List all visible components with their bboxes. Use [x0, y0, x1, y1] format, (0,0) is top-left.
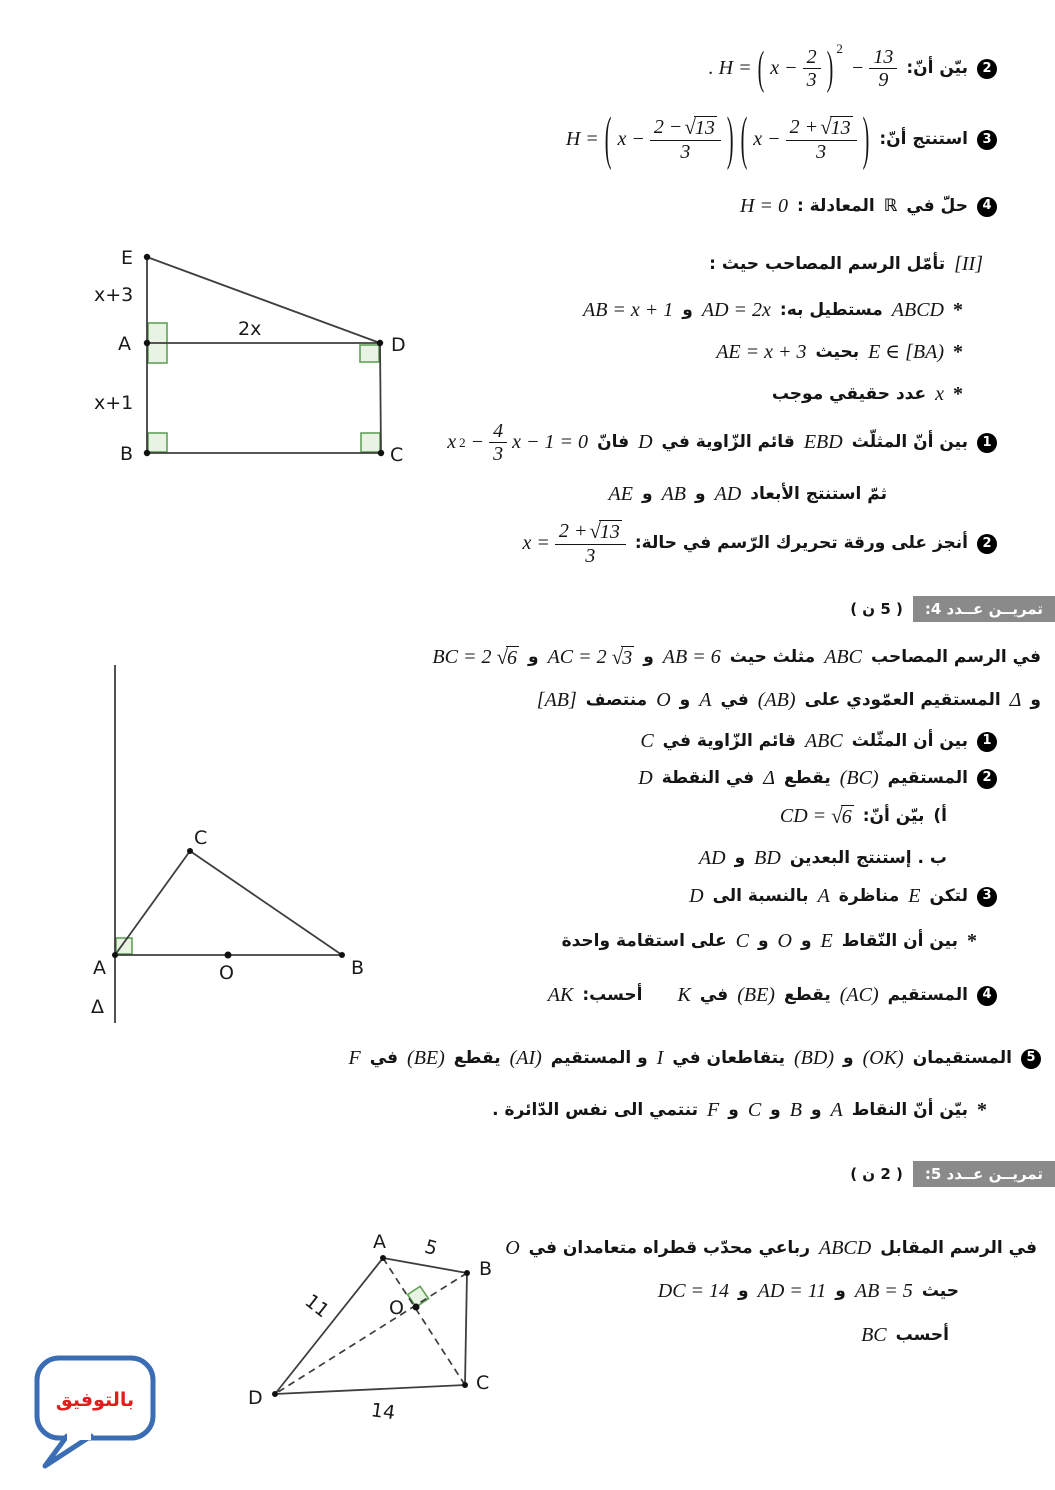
math-run: − 1 = 0 [526, 431, 589, 454]
text-run: يقطع [783, 767, 831, 788]
text-run: و [800, 930, 812, 951]
text-run: رباعي محدّب قطراه متعامدان في [528, 1237, 810, 1258]
formula-quadratic [447, 420, 588, 466]
math-run: CD = [779, 805, 827, 827]
right-angle-marker-c [361, 433, 380, 452]
math-run: x [447, 431, 457, 454]
math-run: = [738, 57, 752, 80]
text-run: أحسب [895, 1324, 949, 1345]
text-run: في النقطة [661, 767, 755, 788]
formula-cd [780, 804, 854, 829]
text-run: و [843, 1047, 854, 1068]
text-run: تنتمي الى نفس الدّائرة . [492, 1099, 699, 1120]
edge-bc [465, 1273, 467, 1385]
numbered-bullet: 2 [977, 59, 997, 79]
point-o [413, 1304, 420, 1311]
ex5-line-1 [505, 1236, 1037, 1261]
math-run: EBD [803, 431, 843, 454]
denominator: 3 [816, 141, 827, 163]
math-run: D [638, 767, 653, 789]
diagonal-bd [275, 1273, 467, 1394]
sqrt [612, 646, 635, 670]
math-run: − [784, 57, 798, 80]
exercise-5-header [850, 1161, 1055, 1187]
edge-ed [147, 257, 380, 343]
math-run: (BD) [794, 1047, 834, 1069]
text-run: و [738, 1280, 749, 1301]
right-paren: ) [826, 43, 834, 95]
math-run: x [512, 431, 522, 454]
math-run: 2 + [789, 116, 819, 138]
section-2-bullet-3 [772, 382, 963, 407]
text-run: و [679, 689, 691, 710]
point-b [144, 450, 150, 456]
point-d [377, 340, 383, 346]
math-run: (BC) [839, 767, 879, 789]
figure-triangle-abc [75, 655, 385, 1034]
text-run: في [699, 984, 729, 1005]
text-run: في الرسم المقابل [880, 1237, 1037, 1258]
text-run: المستقيم [887, 984, 968, 1005]
numbered-bullet: 2 [977, 534, 997, 554]
bubble-tail-joint [67, 1431, 91, 1440]
math-run: AD = 2x [701, 299, 771, 321]
math-run: C [735, 930, 749, 952]
text-run: في [720, 689, 749, 710]
math-run: x [935, 383, 944, 405]
text-run: ثمّ استنتج الأبعاد [750, 483, 887, 504]
text-run: عدد حقيقي موجب [771, 383, 927, 404]
numerator [786, 116, 857, 141]
math-run: AD [714, 483, 742, 505]
vertex-label-b: B [351, 957, 365, 979]
math-run: K [677, 984, 691, 1006]
math-run: AB [661, 483, 686, 505]
math-run [548, 645, 635, 670]
point-b [339, 952, 345, 958]
ex5-line-3 [861, 1323, 949, 1348]
text-run: أحسب: [582, 984, 643, 1005]
math-run: x [770, 57, 780, 80]
text-run: بين أنّ المثلّث [851, 432, 968, 453]
vertex-label-e: E [121, 247, 134, 269]
section-marker: [II] [954, 253, 983, 275]
point-b [464, 1270, 470, 1276]
bubble-tail [45, 1436, 91, 1466]
left-paren: ( [740, 107, 748, 173]
text-run: مثلث حيث [729, 646, 816, 667]
point-label-o: O [389, 1297, 404, 1319]
numerator [650, 116, 721, 141]
exercise-4-title-badge: تمريــن عــدد 4: [913, 596, 1055, 622]
radicand: 13 [694, 117, 715, 139]
denominator: 3 [493, 443, 504, 466]
point-e [144, 254, 150, 260]
vertex-label-a: A [118, 333, 131, 355]
numerator: 2 [803, 46, 821, 69]
segment-label-14: 14 [369, 1399, 397, 1425]
vertex-label-d: D [391, 334, 406, 356]
text-run: بيّن أنّ النقاط [851, 1099, 968, 1120]
figure-rectangle-abcd [88, 233, 438, 482]
text-run: منتصف [585, 689, 648, 710]
ex4-line-2 [537, 688, 1041, 713]
section-2-question-2 [496, 520, 997, 567]
point-a [144, 340, 150, 346]
math-run: (OK) [862, 1047, 904, 1069]
text-run: و [528, 646, 539, 667]
fraction [803, 46, 821, 92]
point-a [380, 1255, 386, 1261]
exercise-4-points: ( 5 ن ) [850, 600, 903, 618]
math-run [432, 645, 519, 670]
text-run: في الرسم المصاحب [871, 646, 1041, 667]
math-run: − [767, 128, 781, 151]
vertex-label-a: A [373, 1231, 386, 1253]
asterisk: * [953, 383, 963, 405]
fraction [869, 46, 897, 92]
point-c [462, 1382, 468, 1388]
asterisk: * [967, 930, 977, 952]
math-run: x [522, 532, 532, 555]
radical-sign: √ [831, 803, 843, 828]
radical-sign: √ [820, 115, 832, 139]
text-run: و [810, 1099, 822, 1120]
math-run: (BE) [737, 984, 775, 1006]
asterisk: * [953, 299, 963, 321]
vertex-label-c: C [194, 827, 208, 849]
sqrt [820, 116, 853, 140]
text-run: ب . إستنتج البعدين [789, 847, 947, 868]
ex4-question-4 [522, 983, 997, 1008]
text-run: بحيث [815, 341, 860, 362]
math-run: A [817, 885, 830, 907]
text-run: يقطع [783, 984, 831, 1005]
segment-label-11: 11 [300, 1289, 334, 1323]
good-luck-bubble [25, 1348, 165, 1477]
math-run: A [830, 1099, 843, 1121]
right-angle-marker-o [408, 1286, 429, 1307]
numbered-bullet: 3 [977, 130, 997, 150]
numbered-bullet: 5 [1021, 1049, 1041, 1069]
text-run: حلّ في [906, 195, 968, 216]
right-paren: ) [862, 107, 870, 173]
math-run: E ∈ [BA) [868, 341, 944, 363]
math-run: ABC [824, 646, 862, 668]
ex5-line-2 [658, 1279, 959, 1304]
math-run: (AC) [839, 984, 879, 1006]
math-run: BC [861, 1324, 887, 1346]
text-run: و [770, 1099, 781, 1120]
asterisk: * [953, 341, 963, 363]
diagonal-ac [383, 1258, 465, 1385]
text-run: قائم الزّاوية في [662, 730, 796, 751]
numbered-bullet: 2 [977, 769, 997, 789]
point-a [112, 952, 118, 958]
text-run: بالنسبة الى [712, 885, 809, 906]
section-2-bullet-1 [583, 298, 963, 323]
math-run: = [585, 128, 599, 151]
text-run: و [835, 1280, 846, 1301]
radical-sign: √ [684, 115, 696, 139]
math-run: (AB) [757, 689, 796, 711]
math-run: x [753, 128, 763, 151]
text-run: حيث [921, 1280, 959, 1301]
math-run: AK [547, 984, 574, 1006]
exercise-4-header [850, 596, 1055, 622]
text-run: بين أن النّقاط [841, 930, 958, 951]
exercise-5-points: ( 2 ن ) [850, 1165, 903, 1183]
text-run: المستقيم [887, 767, 968, 788]
radicand: 3 [622, 646, 633, 669]
math-run: AD = 11 [757, 1280, 827, 1302]
segment-label-5: 5 [422, 1235, 440, 1261]
math-run: O [505, 1237, 520, 1259]
text-run: فانّ [597, 432, 630, 453]
text-run: و [695, 483, 706, 504]
ex4-question-3 [689, 884, 997, 909]
math-run: ABCD [891, 299, 944, 321]
math-run: (BE) [407, 1047, 445, 1069]
point-d [272, 1391, 278, 1397]
vertex-label-b: B [479, 1258, 493, 1280]
ex4-question-3-star [562, 929, 977, 954]
edge-dc [380, 343, 381, 453]
text-run: استنتج أنّ: [879, 129, 968, 150]
delta-symbol: Δ [763, 767, 775, 789]
ex4-question-5-star [492, 1098, 987, 1123]
numerator [555, 520, 626, 545]
section-2-heading [709, 252, 983, 277]
right-angle-marker-b [148, 433, 167, 452]
math-run: H [565, 128, 581, 151]
vertex-label-c: C [476, 1372, 490, 1394]
denominator: 9 [878, 69, 889, 92]
text-run: و [734, 847, 746, 868]
fraction [489, 420, 507, 466]
text-run: يقطع [453, 1047, 501, 1068]
text-run: بيّن أنّ: [906, 58, 968, 79]
numbered-bullet: 4 [977, 197, 997, 217]
text-run: المستقيمان [912, 1047, 1012, 1068]
text-run: المعادلة : [796, 195, 875, 216]
text-run: على استقامة واحدة [561, 930, 727, 951]
radicand: 6 [841, 805, 852, 828]
math-run: I [656, 1047, 664, 1069]
text-run: يتقاطعان في [672, 1047, 786, 1068]
math-run: AB = 6 [662, 646, 721, 668]
text-run: لتكن [929, 885, 968, 906]
ex4-question-2 [638, 766, 997, 791]
delta-symbol: Δ [1009, 689, 1022, 711]
denominator: 3 [680, 141, 691, 163]
math-run: ABC [804, 730, 843, 752]
math-run: C [640, 730, 654, 752]
math-run: AB = x + 1 [582, 299, 674, 321]
reals-symbol: ℝ [883, 195, 898, 216]
numerator: 4 [489, 420, 507, 443]
denominator: 3 [806, 69, 817, 92]
good-luck-text: بالتوفيق [55, 1389, 135, 1411]
radical-sign: √ [611, 644, 624, 669]
exponent: 2 [459, 434, 466, 450]
math-run: B [789, 1099, 802, 1121]
math-run: C [747, 1099, 762, 1121]
intro-item-2 [708, 40, 997, 95]
ex4-question-1 [640, 729, 997, 754]
asterisk: * [977, 1099, 987, 1121]
edge-ab [383, 1258, 467, 1273]
intro-item-4 [714, 194, 997, 219]
math-run: D [689, 885, 704, 907]
fraction [650, 116, 721, 163]
vertex-label-d: D [248, 1387, 263, 1409]
math-run: D [638, 431, 653, 454]
math-run: . [708, 57, 714, 80]
formula-h-factored [565, 107, 870, 173]
figure-1-svg [88, 233, 438, 478]
ex4-question-2a [780, 804, 947, 829]
text-run: و المستقيم [550, 1047, 648, 1068]
radical-sign: √ [589, 519, 601, 543]
edge-da [275, 1258, 383, 1394]
math-run: = [536, 532, 550, 555]
math-run: O [656, 689, 671, 711]
fraction [555, 520, 626, 567]
math-run: 2 + [558, 520, 588, 542]
sqrt [684, 116, 717, 140]
text-run: بيّن أنّ: [862, 805, 925, 826]
text-run: في [369, 1047, 399, 1068]
segment-label-x3: x+3 [94, 284, 134, 306]
numbered-bullet: 1 [977, 433, 997, 453]
fraction [786, 116, 857, 163]
segment-label-x1: x+1 [94, 392, 134, 414]
formula-h-square [708, 40, 898, 95]
vertex-label-b: B [120, 443, 134, 465]
point-o [225, 952, 232, 959]
formula-x-value [522, 520, 625, 567]
ex4-question-5 [348, 1046, 1041, 1071]
radicand: 13 [599, 521, 620, 543]
numbered-bullet: 1 [977, 732, 997, 752]
sqrt [831, 805, 854, 829]
math-run: 2 − [653, 116, 683, 138]
segment-label-2x: 2x [238, 318, 262, 340]
section-2-bullet-2 [716, 340, 963, 365]
math-run: F [348, 1047, 361, 1069]
math-run: − [631, 128, 645, 151]
math-run: O [777, 930, 792, 952]
math-run: AE [608, 483, 633, 505]
math-run: AE = x + 3 [716, 341, 807, 363]
text-run: و [641, 483, 653, 504]
left-paren: ( [604, 107, 612, 173]
radicand: 6 [507, 646, 518, 669]
text-run: و [682, 299, 693, 320]
math-run: − [470, 431, 485, 454]
math-run: BC = 2 [432, 646, 492, 668]
point-label-o: O [219, 962, 234, 984]
math-run: [AB] [536, 689, 577, 711]
text-run: المستقيم العمّودي على [804, 689, 1001, 710]
section-2-question-1b [609, 482, 887, 507]
figure-quadrilateral-abcd [235, 1222, 545, 1436]
edge-cd [275, 1385, 465, 1394]
speech-bubble-svg [25, 1348, 165, 1473]
math-run: − [850, 57, 865, 80]
text-run: أ) [933, 805, 947, 826]
math-run: F [707, 1099, 720, 1121]
figure-3-svg [235, 1222, 545, 1432]
numbered-bullet: 3 [977, 887, 997, 907]
math-run: AB = 5 [854, 1280, 913, 1302]
edge-ac [115, 851, 190, 955]
text-run: تأمّل الرسم المصاحب حيث : [709, 253, 946, 274]
numerator: 13 [869, 46, 897, 69]
text-run: و [1030, 689, 1041, 710]
text-run: قائم الزّاوية في [661, 432, 795, 453]
text-run: و [728, 1099, 739, 1120]
math-run: A [699, 689, 712, 711]
math-run: E [908, 885, 921, 907]
vertex-label-a: A [93, 957, 106, 979]
formula-h-zero: H = 0 [740, 195, 788, 217]
text-run: و [757, 930, 769, 951]
text-run: أنجز على ورقة تحريرك الرّسم في حالة: [634, 533, 968, 554]
math-run: AD [698, 847, 726, 869]
point-c [187, 848, 193, 854]
exponent: 2 [836, 40, 843, 56]
math-run: (AI) [509, 1047, 542, 1069]
edge-cb [190, 851, 342, 955]
numbered-bullet: 4 [977, 986, 997, 1006]
denominator: 3 [585, 545, 596, 567]
sqrt [589, 520, 622, 544]
math-run: DC = 14 [657, 1280, 730, 1302]
math-run: BD [754, 847, 781, 869]
radicand: 13 [830, 117, 851, 139]
right-angle-marker-d [360, 345, 379, 362]
math-run: ABCD [818, 1237, 872, 1259]
left-paren: ( [757, 43, 765, 95]
ex4-line-1 [432, 645, 1041, 670]
vertex-label-c: C [390, 444, 404, 466]
text-run: و [643, 646, 654, 667]
math-run: AC = 2 [547, 646, 607, 668]
section-2-question-1 [421, 420, 997, 466]
math-run: x [617, 128, 627, 151]
intro-item-3 [565, 107, 997, 173]
point-c [378, 450, 384, 456]
line-label-delta: Δ [91, 996, 104, 1018]
math-run: H [718, 57, 734, 80]
math-run: E [820, 930, 833, 952]
right-paren: ) [726, 107, 734, 173]
figure-2-svg [75, 655, 385, 1030]
sqrt [496, 646, 519, 670]
exercise-5-title-badge: تمريــن عــدد 5: [913, 1161, 1055, 1187]
radical-sign: √ [496, 644, 509, 669]
text-run: مستطيل به: [779, 299, 883, 320]
text-run: مناظرة [838, 885, 900, 906]
ex4-question-2b [699, 846, 947, 871]
text-run: بين أن المثّلث [851, 730, 968, 751]
